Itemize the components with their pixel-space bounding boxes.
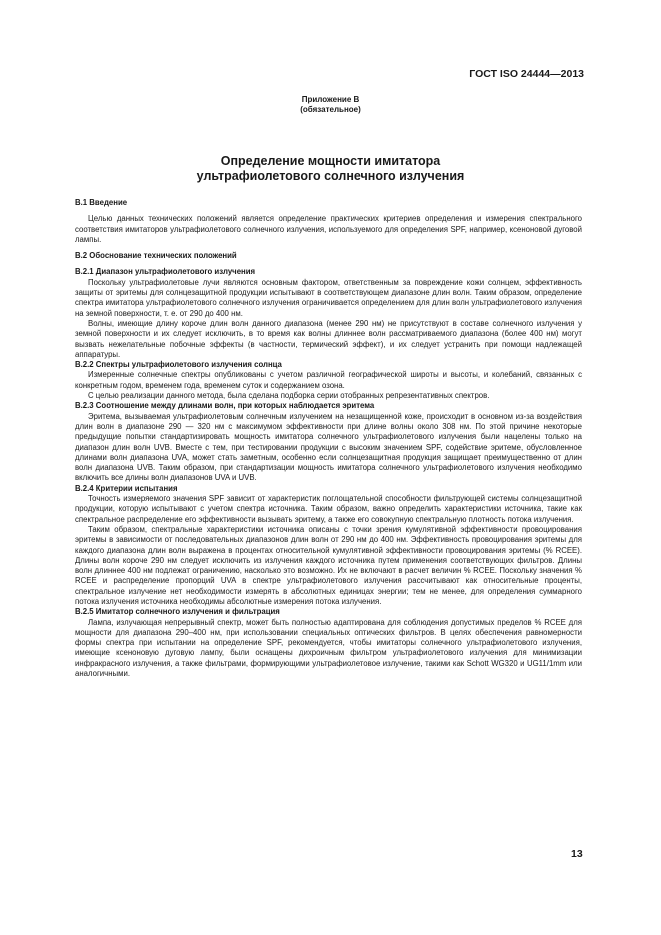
document-body: [75, 198, 582, 679]
paragraph-b25-1: Лампа, излучающая непрерывный спектр, может быть полностью адаптирована для соблюдения допустимых пределов % RCEE для мощности для диапазона 290–400 нм, при использовании специальных оптических фильтров. В целях обеспечения равномерности формы спектра при испытании на определение SPF, рекомендуется, чтобы имитаторы солнечного ультрафиолетового излучения, имеющие ксеноновую дуговую лампу, были оснащены дихроичным фильтром ультрафиолетового излучения для минимизации инфракрасного излучения, а также фильтрами, формирующими ультрафиолетовое излучение, такими как Schott WG320 и UG11/1mm или аналогичными.: [75, 617, 582, 679]
section-heading-b1: В.1 Введение: [75, 198, 128, 207]
appendix-status: (обязательное): [300, 105, 361, 114]
paragraph-b22-1: Измеренные солнечные спектры опубликованы с учетом различной географической широты и высоты, и колебаний, связанных с конкретным годом, временем года, временем суток и содержанием озона.: [75, 370, 582, 390]
subsection-heading-b22: В.2.2 Спектры ультрафиолетового излучения солнца: [75, 360, 282, 370]
paragraph-b22-2: С целью реализации данного метода, была сделана подборка серии отобранных репрезентативных спектров.: [88, 391, 490, 401]
subsection-heading-b23: В.2.3 Соотношение между длинами волн, при которых наблюдается эритема: [75, 401, 375, 411]
paragraph-b21-1: Поскольку ультрафиолетовые лучи являются основным фактором, ответственным за повреждение кожи солнцем, эффективность защиты от эритемы для солнцезащитной продукции испытывают в соответствующем диапазоне длин волн. Таким образом, определение спектра имитатора ультрафиолетового солнечного излучения ограничивается определением для длин волн ультрафиолетового излучения на земной поверхности, т. е. от 290 до 400 нм.: [75, 277, 582, 318]
title-line-1: Определение мощности имитатора: [220, 154, 441, 168]
page-number: 13: [571, 848, 583, 860]
appendix-label: Приложение В: [301, 95, 360, 104]
subsection-heading-b24: В.2.4 Критерии испытания: [75, 483, 178, 493]
paragraph-b23-1: Эритема, вызываемая ультрафиолетовым солнечным излучением на незащищенной коже, происходит в основном из-за воздействия длин волн в диапазоне 290 — 320 нм с максимумом эффективности при длине волны около 308 нм. По этой причине некоторые предыдущие попытки стандартизировать мощность имитатора солнечного ультрафиолетового излучения были нацелены только на диапазон длин волн UVB. Вместе с тем, при тестировании продукции с высоким значением SPF, содействие эритеме, обусловленное длинами волн диапазона UVA, может стать заметным, особенно если солнцезащитная продукция защищает преимущественно от длин волн диапазона UVB. Таким образом, при стандартизации мощность имитатора солнечного ультрафиолетового излучения необходимо включить все длины волн диапазонов UVA и UVB.: [75, 411, 582, 483]
subsection-heading-b25: В.2.5 Имитатор солнечного излучения и фильтрация: [75, 607, 280, 617]
subsection-heading-b21: В.2.1 Диапазон ультрафиолетового излучения: [75, 267, 256, 277]
document-title: [0, 154, 661, 184]
paragraph-b1-1: Целью данных технических положений является определение практических критериев определения и измерения спектрального соответствия имитаторов ультрафиолетового солнечного излучения, используемого для определения SPF, например, ксеноновой дуговой лампы.: [75, 214, 582, 244]
paragraph-b24-1: Точность измеряемого значения SPF зависит от характеристик поглощательной способности фильтрующей системы солнцезащитной продукции, которую испытывают с учетом спектра источника. Таким образом, важно определить характеристики источника, такие как спектральное распределение его эффективности вызывать эритему, а также его совокупную спектральную плотность потока излучения.: [75, 494, 582, 524]
paragraph-b21-2: Волны, имеющие длину короче длин волн данного диапазона (менее 290 нм) не присутствуют в составе солнечного излучения у земной поверхности и их следует исключить, в то время как волны длиннее волн рассматриваемого диапазона (более 400 нм) могут вызвать нежелательные побочные эффекты (в частности, термический эффект), и их следует устранить при помощи надлежащей аппаратуры.: [75, 318, 582, 359]
section-heading-b2: В.2 Обоснование технических положений: [75, 251, 237, 261]
title-line-2: ультрафиолетового солнечного излучения: [196, 169, 465, 183]
appendix-heading: [0, 95, 661, 115]
paragraph-b24-2: Таким образом, спектральные характеристики источника описаны с точки зрения кумулятивной эффективности провоцирования эритемы в зависимости от последовательных диапазонов длин волн от 290 нм до 400 нм. Эффективность провоцирования эритемы для каждого диапазона длин волн выражена в процентах относительной кумулятивной эффективности провоцирования эритемы (% RCEE). Длины волн короче 290 нм следует исключить из излучения каждого источника путем применения соответствующих фильтров. Длины волн длиннее 400 нм подлежат ограничению, насколько это возможно. Их не включают в расчет величин % RCEE. Поскольку значения % RCEE и распределение пропорций UVA в спектре ультрафиолетового излучения рассчитывают как относительные проценты, спектральное излучение нет необходимости измерять в абсолютных единицах энергии; тем не менее, для определения суммарного потока излучения источника необходимы абсолютные измерения потока излучения.: [75, 524, 582, 606]
standard-designation: ГОСТ ISO 24444—2013: [469, 68, 584, 80]
